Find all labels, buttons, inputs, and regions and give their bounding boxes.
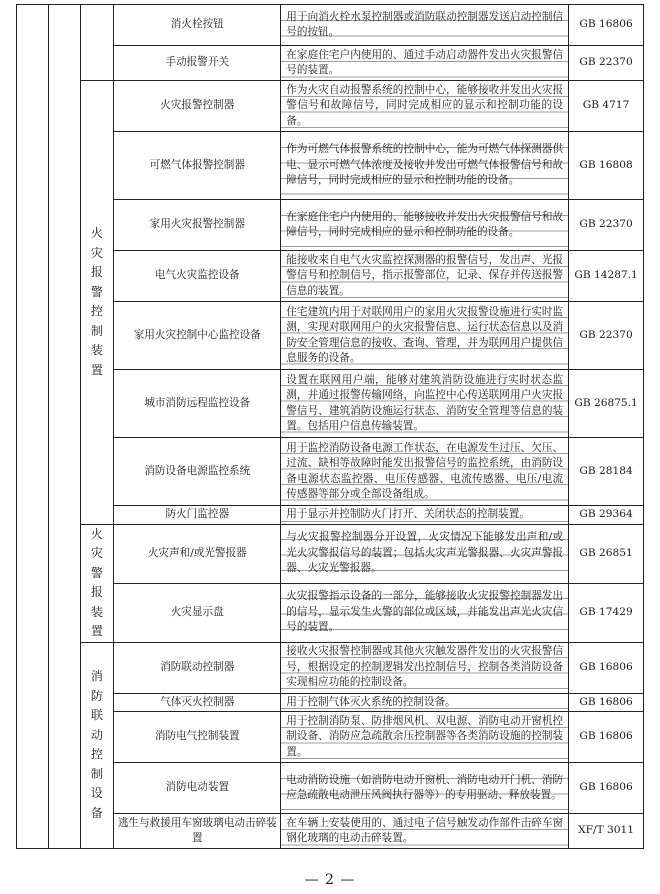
table-row xyxy=(17,81,644,132)
product-name: 电气火灾监控设备 xyxy=(114,251,281,302)
product-name: 家用火灾报警控制器 xyxy=(114,200,281,251)
product-description: 用于控制消防泵、防排烟风机、双电源、消防电动开窗机控制设备、消防应急疏散余压控制器等各类消防设施的控制装置。 xyxy=(281,712,569,763)
product-name: 家用火灾控制中心监控设备 xyxy=(114,302,281,370)
product-standard: GB 16808 xyxy=(569,132,644,200)
product-name: 气体灭火控制器 xyxy=(114,693,281,712)
category-cell xyxy=(17,5,49,849)
product-standard: GB 26851 xyxy=(569,524,644,583)
product-name: 防火门监控器 xyxy=(114,506,281,525)
product-description: 用于向消火栓水泵控制器或消防联动控制器发送启动控制信号的按钮。 xyxy=(281,5,569,46)
product-description: 接收火灾报警控制器或其他火灾触发器件发出的火灾报警信号，根据设定的控制逻辑发出控制信号，控制各类消防设备实现相应功能的控制设备。 xyxy=(281,642,569,693)
table-row xyxy=(17,524,644,583)
product-name: 火灾显示盘 xyxy=(114,583,281,642)
product-name: 可燃气体报警控制器 xyxy=(114,132,281,200)
product-name: 消火栓按钮 xyxy=(114,5,281,46)
product-description: 住宅建筑内用于对联网用户的家用火灾报警设施进行实时监测，实现对联网用户的火灾报警信息、运行状态信息以及消防安全管理信息的接收、查询、管理，并为联网用户提供信息服务的设备。 xyxy=(281,302,569,370)
group-fire-linkage-control xyxy=(80,642,114,849)
product-name: 城市消防远程监控设备 xyxy=(114,370,281,438)
group-fire-alarm-control xyxy=(80,81,114,525)
product-standard: XF/T 3011 xyxy=(569,814,644,849)
product-name: 火灾报警控制器 xyxy=(114,81,281,132)
product-standard: GB 26875.1 xyxy=(569,370,644,438)
group-label: 火灾报警控制装置 xyxy=(90,226,103,377)
product-description: 用于显示并控制防火门打开、关闭状态的控制装置。 xyxy=(281,506,569,525)
product-description: 电动消防设施（如消防电动开窗机、消防电动开门机、消防应急疏散电动泄压风阀执行器等）的专用驱动、释放装置。 xyxy=(281,763,569,814)
product-description: 用于控制气体灭火系统的控制设备。 xyxy=(281,693,569,712)
product-description: 火灾报警指示设备的一部分，能够接收火灾报警控制器发出的信号，显示发生火警的部位或区域，并能发出声光火灾信号的装置。 xyxy=(281,583,569,642)
product-description: 在家庭住宅户内使用的、通过手动启动器件发出火灾报警信号的装置。 xyxy=(281,46,569,81)
product-standard: GB 29364 xyxy=(569,506,644,525)
product-standard: GB 17429 xyxy=(569,583,644,642)
product-description: 用于监控消防设备电源工作状态，在电源发生过压、欠压、过流、缺相等故障时能发出报警信号的监控系统，由消防设备电源状态监控器、电压传感器、电流传感器、电压/电流传感器等部分或全部设备组成。 xyxy=(281,438,569,506)
group-label: 火灾警报装置 xyxy=(90,526,103,638)
product-standard: GB 22370 xyxy=(569,200,644,251)
product-description: 设置在联网用户端，能够对建筑消防设施进行实时状态监测，并通过报警传输网络，向监控中心传送联网用户火灾报警信号、建筑消防设施运行状态、消防安全管理等信息的装置。包括用户信息传输装置。 xyxy=(281,370,569,438)
subcategory-cell xyxy=(48,5,80,849)
product-standard: GB 16806 xyxy=(569,763,644,814)
product-name: 逃生与救援用车窗玻璃电动击碎装置 xyxy=(114,814,281,849)
product-description: 在车辆上安装使用的、通过电子信号触发动作部件击碎车窗钢化玻璃的电动击碎装置。 xyxy=(281,814,569,849)
product-standard: GB 16806 xyxy=(569,642,644,693)
product-description: 作为火灾自动报警系统的控制中心，能够接收并发出火灾报警信号和故障信号，同时完成相应的显示和控制功能的设备。 xyxy=(281,81,569,132)
product-table xyxy=(16,4,644,849)
product-description: 在家庭住宅户内使用的、能够接收并发出火灾报警信号和故障信号，同时完成相应的显示和控制功能的设备。 xyxy=(281,200,569,251)
group-label: 消防联动控制设备 xyxy=(90,669,103,820)
product-description: 作为可燃气体报警系统的控制中心，能为可燃气体探测器供电、显示可燃气体浓度及接收并发出可燃气体报警信号和故障信号，同时完成相应的显示和控制功能的设备。 xyxy=(281,132,569,200)
product-description: 能接收来自电气火灾监控探测器的报警信号，发出声、光报警信号和控制信号，指示报警部位，记录、保存并传送报警信息的装置。 xyxy=(281,251,569,302)
product-name: 消防设备电源监控系统 xyxy=(114,438,281,506)
product-standard: GB 16806 xyxy=(569,693,644,712)
group-cell-continued xyxy=(80,5,114,81)
product-description: 与火灾报警控制器分开设置，火灾情况下能够发出声和/或光火灾警报信号的装置；包括火灾声光警报器、火灾声警报器、火灾光警报器。 xyxy=(281,524,569,583)
product-name: 消防联动控制器 xyxy=(114,642,281,693)
product-standard: GB 28184 xyxy=(569,438,644,506)
product-standard: GB 16806 xyxy=(569,712,644,763)
table-row xyxy=(17,5,644,46)
product-standard: GB 14287.1 xyxy=(569,251,644,302)
product-standard: GB 22370 xyxy=(569,46,644,81)
page-number: — 2 — xyxy=(304,872,356,888)
product-name: 火灾声和/或光警报器 xyxy=(114,524,281,583)
product-standard: GB 22370 xyxy=(569,302,644,370)
product-name: 消防电气控制装置 xyxy=(114,712,281,763)
group-fire-alarm-device xyxy=(80,524,114,642)
product-standard: GB 4717 xyxy=(569,81,644,132)
table-row xyxy=(17,642,644,693)
product-name: 手动报警开关 xyxy=(114,46,281,81)
product-name: 消防电动装置 xyxy=(114,763,281,814)
product-standard: GB 16806 xyxy=(569,5,644,46)
